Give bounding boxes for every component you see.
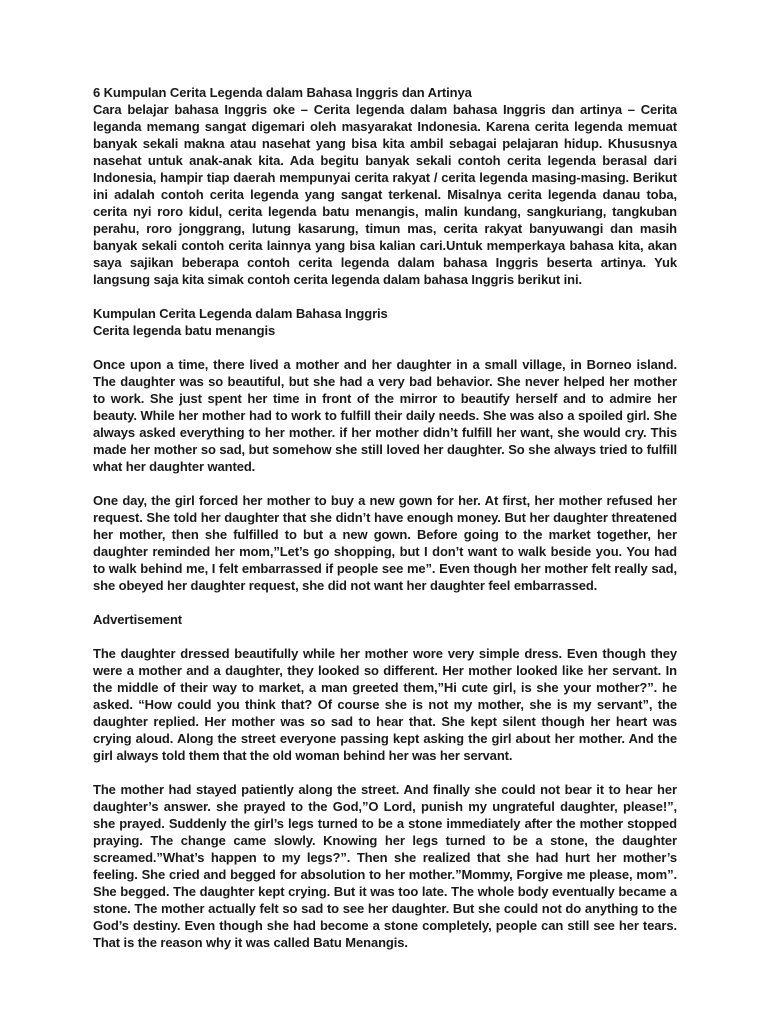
- section-heading-story: Cerita legenda batu menangis: [93, 323, 276, 338]
- document-title: 6 Kumpulan Cerita Legenda dalam Bahasa Inggris dan Artinya: [93, 85, 472, 100]
- story-paragraph-3: The daughter dressed beautifully while her mother wore very simple dress. Even though they were a mother and a daughter, they looked so different. Her mother looked like her servant. In the middle of their way to market, a man greeted them,”Hi cute girl, is she your mother?”. he asked. “How could you think that? Of course she is not my mother, she is my servant”, the daughter replied. Her mother was so sad to hear that. She kept silent though her heart was crying aloud. Along the street everyone passing kept asking the girl about her mother. And the girl always told them that the old woman behind her was her servant.: [93, 646, 677, 763]
- story-paragraph-2: One day, the girl forced her mother to buy a new gown for her. At first, her mother refused her request. She told her daughter that she didn’t have enough money. But her daughter threatened her mother, then she fulfilled to but a new gown. Before going to the market together, her daughter reminded her mom,”Let’s go shopping, but I don’t want to walk beside you. You had to walk behind me, I felt embarrassed if people see me”. Even though her mother felt really sad, she obeyed her daughter request, she did not want her daughter feel embarrassed.: [93, 493, 677, 593]
- intro-paragraph: Cara belajar bahasa Inggris oke – Cerita legenda dalam bahasa Inggris dan artinya – Cerita leganda memang sangat digemari oleh masyarakat Indonesia. Karena cerita legenda memuat banyak sekali makna atau nasehat yang bisa kita ambil sebagai pelajaran hidup. Khususnya nasehat untuk anak-anak kita. Ada begitu banyak sekali contoh cerita legenda berasal dari Indonesia, hampir tiap daerah mempunyai cerita rakyat / cerita legenda masing-masing. Berikut ini adalah contoh cerita legenda yang sangat terkenal. Misalnya cerita legenda danau toba, cerita nyi roro kidul, cerita legenda batu menangis, malin kundang, sangkuriang, tangkuban perahu, roro jonggrang, lutung kasarung, timun mas, cerita rakyat banyuwangi dan masih banyak sekali contoh cerita lainnya yang bisa kalian cari.Untuk memperkaya bahasa kita, akan saya sajikan beberapa contoh cerita legenda dalam bahasa Inggris beserta artinya. Yuk langsung saja kita simak contoh cerita legenda dalam bahasa Inggris berikut ini.: [93, 102, 677, 287]
- story-paragraph-1: Once upon a time, there lived a mother and her daughter in a small village, in Borneo island. The daughter was so beautiful, but she had a very bad behavior. She never helped her mother to work. She just spent her time in front of the mirror to beautify herself and to admire her beauty. While her mother had to work to fulfill their daily needs. She was also a spoiled girl. She always asked everything to her mother. if her mother didn’t fulfill her want, she would cry. This made her mother so sad, but somehow she still loved her daughter. So she always tried to fulfill what her daughter wanted.: [93, 357, 677, 474]
- section-heading-collection: Kumpulan Cerita Legenda dalam Bahasa Inggris: [93, 306, 388, 321]
- advertisement-label: Advertisement: [93, 612, 183, 627]
- story-paragraph-4: The mother had stayed patiently along the street. And finally she could not bear it to hear her daughter’s answer. she prayed to the God,”O Lord, punish my ungrateful daughter, please!”, she prayed. Suddenly the girl’s legs turned to be a stone immediately after the mother stopped praying. The change came slowly. Knowing her legs turned to be a stone, the daughter screamed.”What’s happen to my legs?”. Then she realized that she had hurt her mother’s feeling. She cried and begged for absolution to her mother.”Mommy, Forgive me please, mom”. She begged. The daughter kept crying. But it was too late. The whole body eventually became a stone. The mother actually felt so sad to see her daughter. But she could not do anything to the God’s destiny. Even though she had become a stone completely, people can still see her tears. That is the reason why it was called Batu Menangis.: [93, 782, 677, 950]
- document-content: [93, 84, 677, 951]
